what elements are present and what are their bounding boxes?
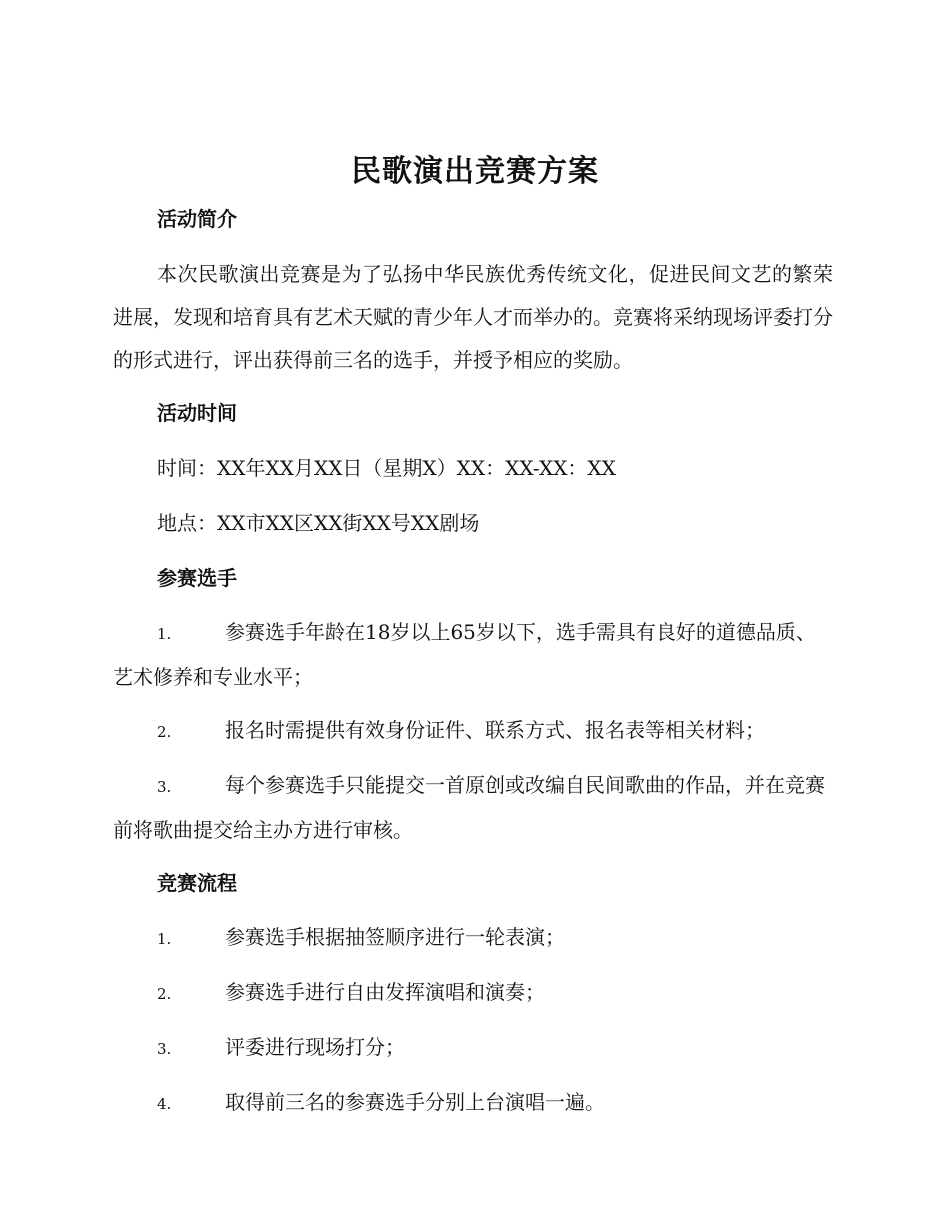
process-step-item xyxy=(113,1026,833,1071)
document-title: 民歌演出竞赛方案 xyxy=(351,154,599,189)
list-item-text: 参赛选手进行自由发挥演唱和演奏； xyxy=(225,980,545,1004)
schedule-place: 地点：XX市XX区XX街XX号XX剧场 xyxy=(157,511,480,535)
section-heading-intro: 活动简介 xyxy=(157,207,237,231)
participant-rule-item xyxy=(113,709,833,754)
participant-rule-item xyxy=(113,611,833,699)
list-item-text: 每个参赛选手只能提交一首原创或改编自民间歌曲的作品，并在竞赛前将歌曲提交给主办方进行审核。 xyxy=(113,773,825,842)
list-number: 2. xyxy=(157,985,172,1003)
list-number: 3. xyxy=(157,778,172,796)
section-heading-schedule: 活动时间 xyxy=(157,401,237,425)
process-step-item xyxy=(113,1081,833,1126)
list-item-text: 报名时需提供有效身份证件、联系方式、报名表等相关材料； xyxy=(225,718,765,742)
list-item-text: 参赛选手根据抽签顺序进行一轮表演； xyxy=(225,925,565,949)
list-item-text: 参赛选手年龄在18岁以上65岁以下，选手需具有良好的道德品质、艺术修养和专业水平； xyxy=(113,620,816,689)
participant-rule-item xyxy=(113,764,833,852)
section-heading-process: 竞赛流程 xyxy=(157,871,237,895)
list-item-text: 评委进行现场打分； xyxy=(225,1035,405,1059)
intro-paragraph: 本次民歌演出竞赛是为了弘扬中华民族优秀传统文化，促进民间文艺的繁荣进展，发现和培育具有艺术天赋的青少年人才而举办的。竞赛将采纳现场评委打分的形式进行，评出获得前三名的选手，并授予相应的奖励。 xyxy=(113,262,833,372)
list-number: 2. xyxy=(157,723,172,741)
list-number: 1. xyxy=(157,930,172,948)
process-step-item xyxy=(113,916,833,961)
list-number: 3. xyxy=(157,1040,172,1058)
section-heading-participants: 参赛选手 xyxy=(157,566,237,590)
list-number: 1. xyxy=(157,625,172,643)
process-step-item xyxy=(113,971,833,1016)
list-number: 4. xyxy=(157,1095,172,1113)
list-item-text: 取得前三名的参赛选手分别上台演唱一遍。 xyxy=(225,1090,605,1114)
schedule-time: 时间：XX年XX月XX日（星期X）XX：XX-XX：XX xyxy=(157,456,616,480)
